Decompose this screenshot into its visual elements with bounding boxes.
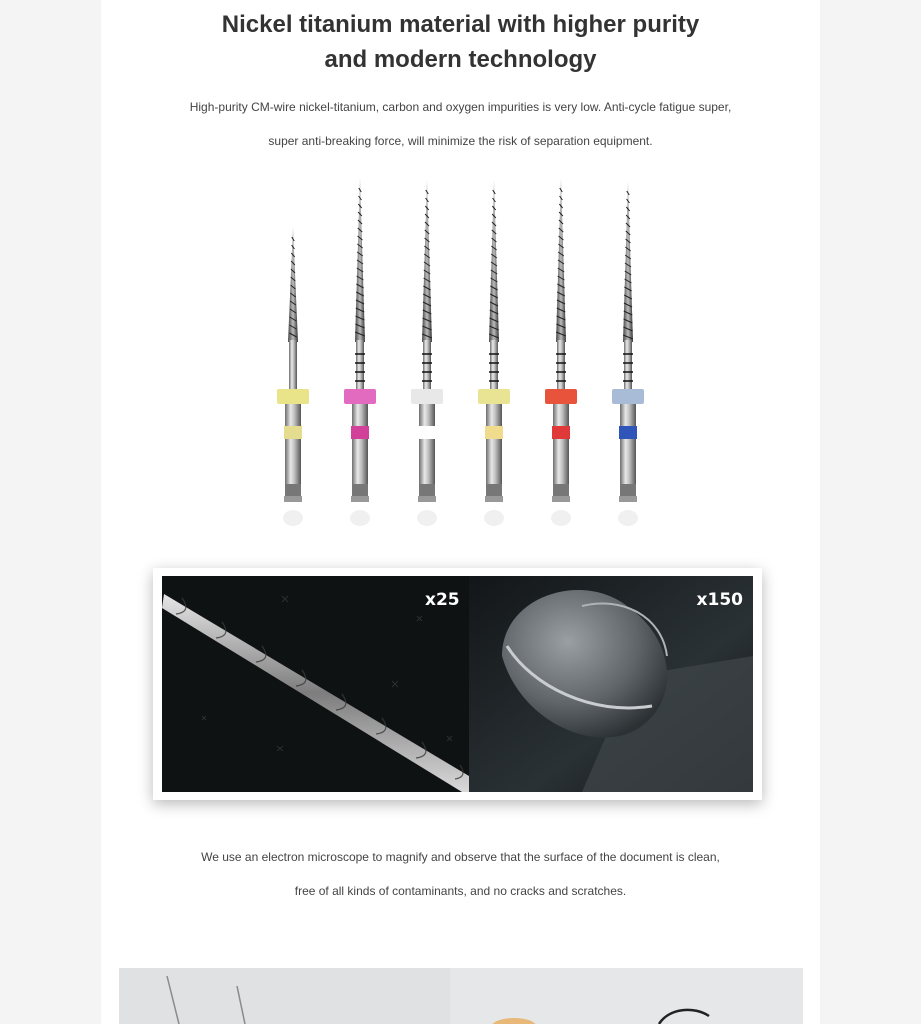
product-photo-strip [119,968,803,1024]
endodontic-files-image [266,172,656,536]
description-line-2: free of all kinds of contaminants, and no cracks and scratches. [294,884,627,898]
intro-line-1: High-purity CM-wire nickel-titanium, carbon and oxygen impurities is very low. Anti-cycle fatigue super, [189,100,732,114]
endodontic-file [612,181,644,526]
description-line-1: We use an electron microscope to magnify and observe that the surface of the document is clean, [201,850,720,864]
magnification-label-x25: x25 [425,590,460,610]
microscope-image [162,576,753,792]
title-line-2: and modern technology [324,46,597,73]
intro-line-2: super anti-breaking force, will minimize the risk of separation equipment. [268,134,653,148]
endodontic-file [478,180,510,526]
endodontic-file [277,227,309,526]
content-panel [101,0,820,1024]
title-line-1: Nickel titanium material with higher purity [221,11,700,38]
endodontic-file [411,180,443,526]
endodontic-file [344,178,376,526]
endodontic-file [545,178,577,526]
microscope-image-frame [153,568,762,800]
magnification-label-x150: x150 [696,590,743,610]
